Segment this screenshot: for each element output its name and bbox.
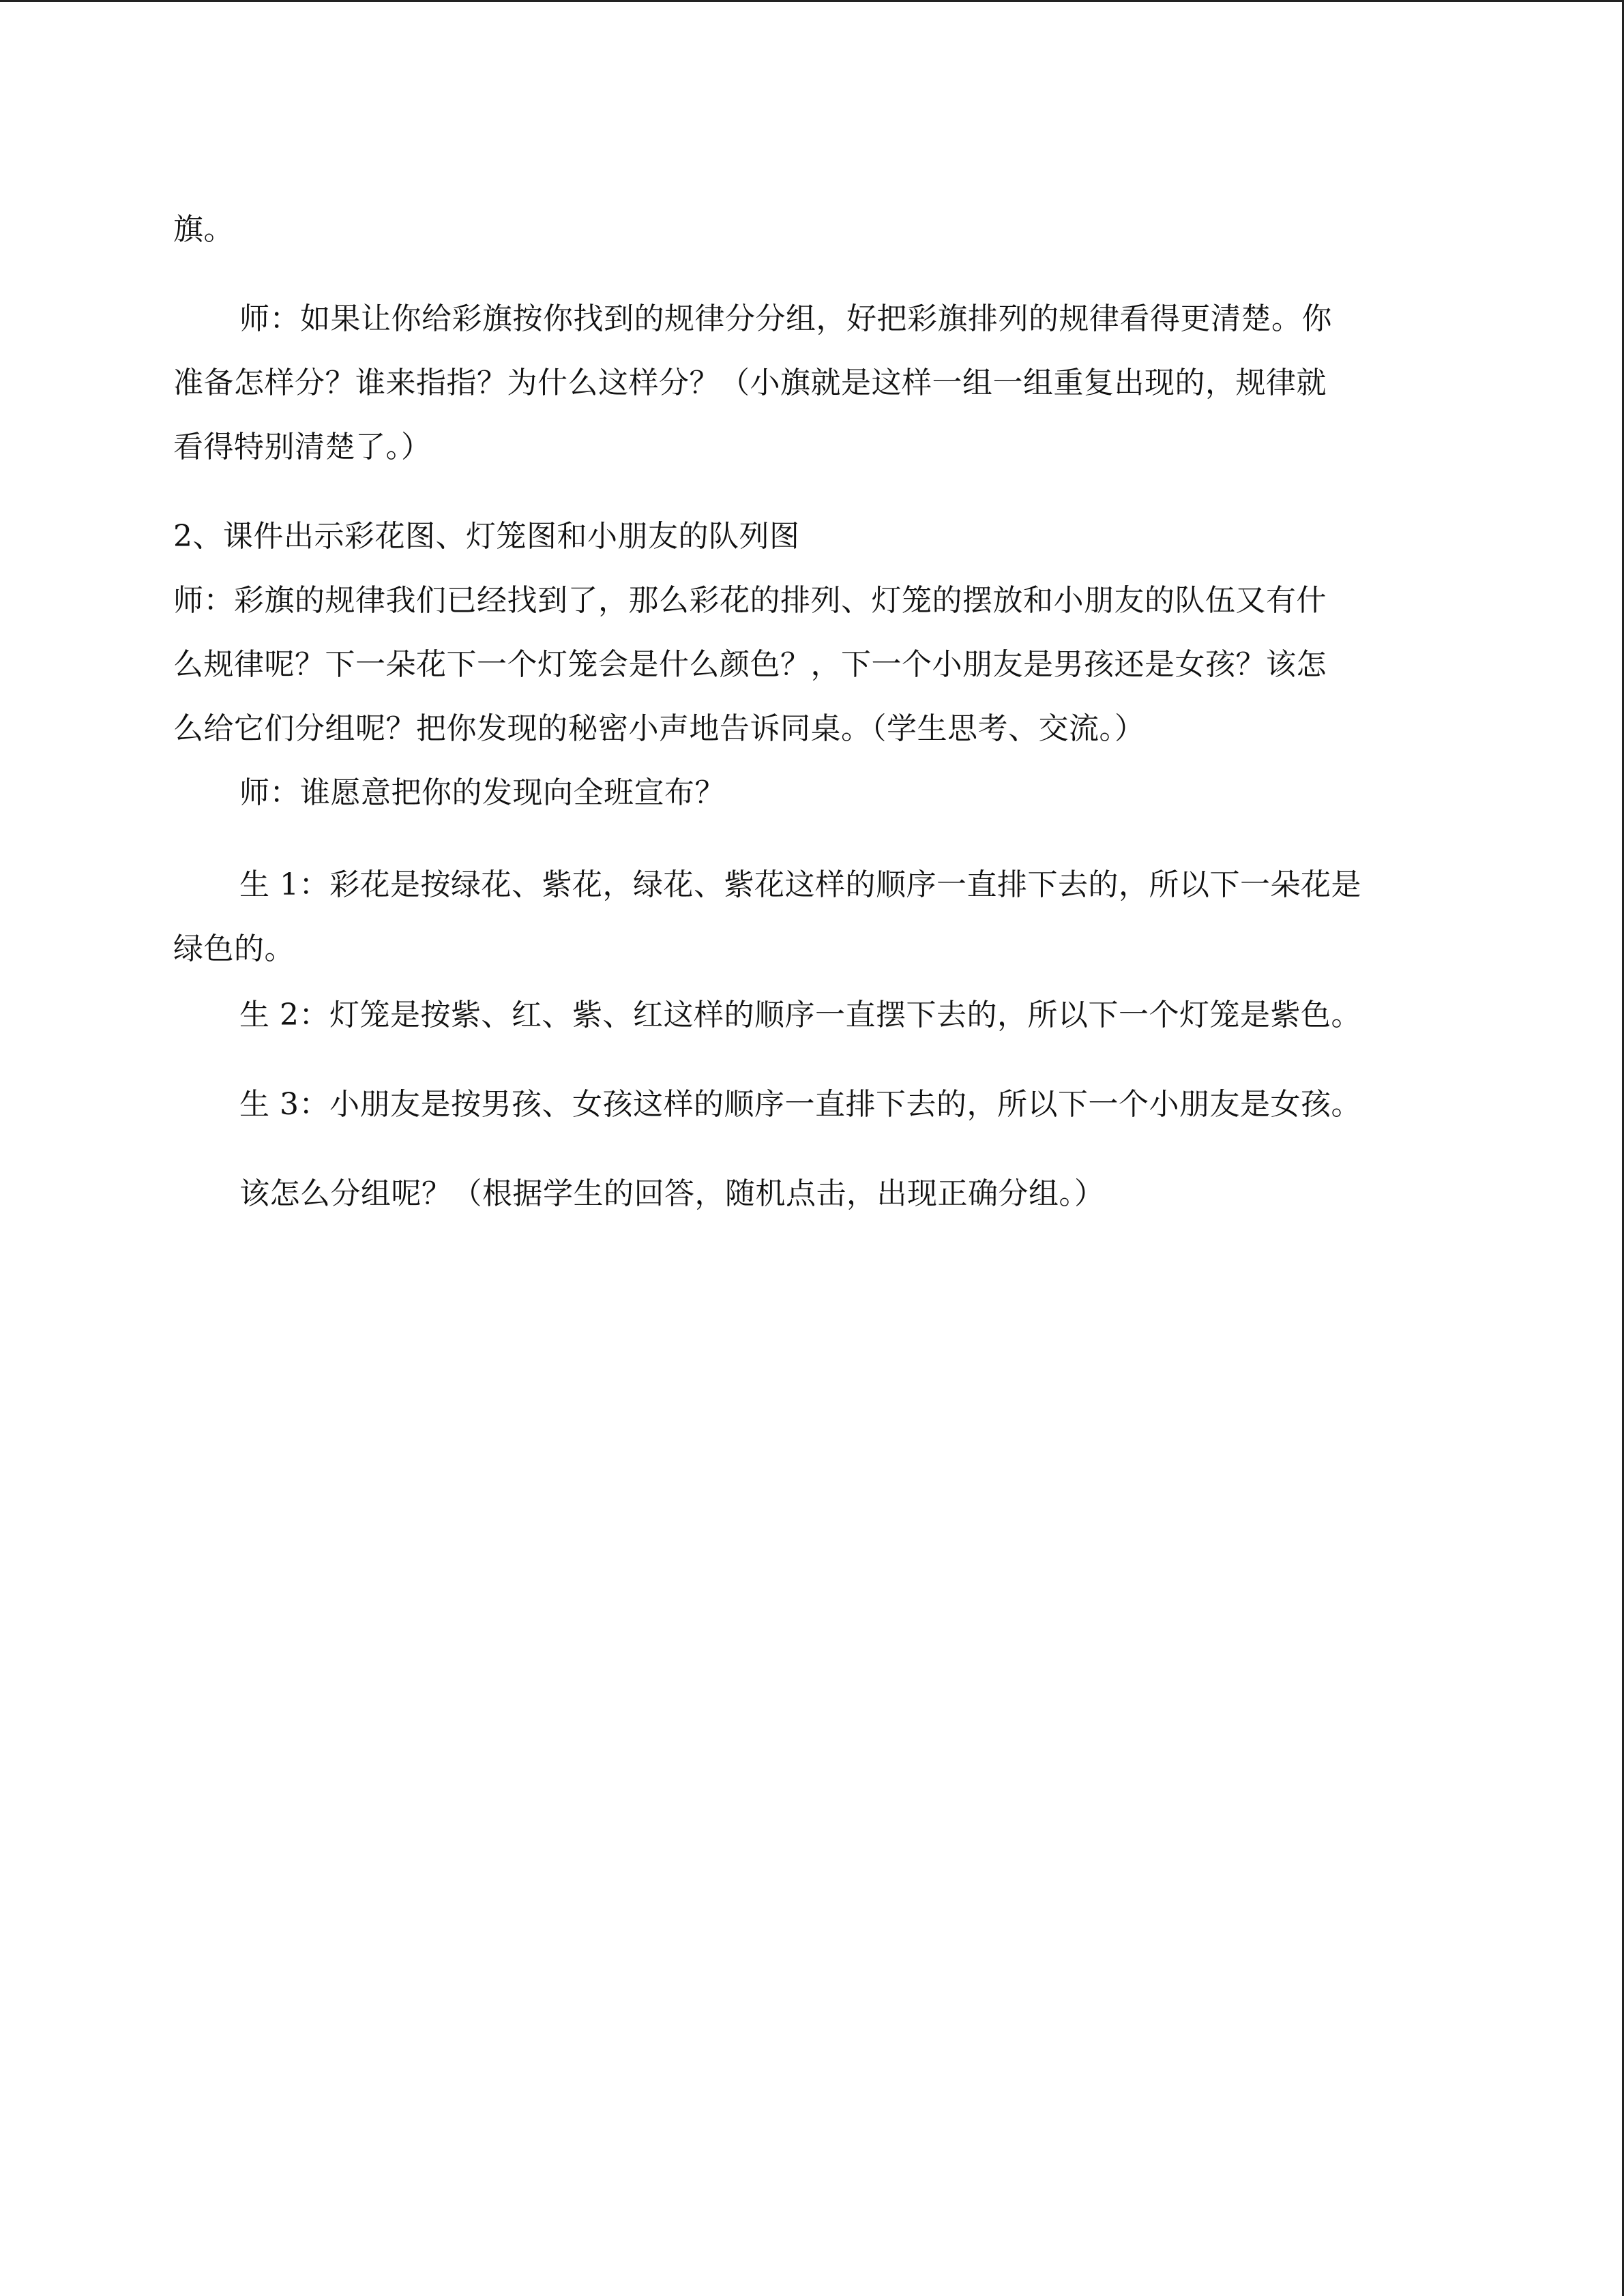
- text-line: 生 2：灯笼是按紫、红、紫、红这样的顺序一直摆下去的，所以下一个灯笼是紫色。: [239, 998, 1361, 1032]
- text-line: 生 3：小朋友是按男孩、女孩这样的顺序一直排下去的，所以下一个小朋友是女孩。: [239, 1087, 1361, 1122]
- text-line: 绿色的。: [173, 931, 295, 966]
- text-line: 师：如果让你给彩旗按你找到的规律分分组，好把彩旗排列的规律看得更清楚。你: [239, 301, 1332, 336]
- text-line: 师：彩旗的规律我们已经找到了，那么彩花的排列、灯笼的摆放和小朋友的队伍又有什: [173, 583, 1327, 618]
- text-line: 么规律呢？下一朵花下一个灯笼会是什么颜色？，下一个小朋友是男孩还是女孩？该怎: [173, 647, 1327, 682]
- text-line: 2、课件出示彩花图、灯笼图和小朋友的队列图: [173, 519, 800, 554]
- text-line: 该怎么分组呢？（根据学生的回答，随机点击，出现正确分组。）: [239, 1176, 1105, 1211]
- text-line: 师：谁愿意把你的发现向全班宣布？: [239, 775, 725, 810]
- text-line: 看得特别清楚了。）: [173, 430, 432, 464]
- text-line: 生 1：彩花是按绿花、紫花，绿花、紫花这样的顺序一直排下去的，所以下一朵花是: [239, 867, 1361, 902]
- text-line: 准备怎样分？谁来指指？为什么这样分？（小旗就是这样一组一组重复出现的，规律就: [173, 366, 1327, 400]
- text-line: 么给它们分组呢？把你发现的秘密小声地告诉同桌。（学生思考、交流。）: [173, 711, 1145, 746]
- page-border-top: [0, 0, 1624, 2]
- text-line: 旗。: [173, 212, 234, 247]
